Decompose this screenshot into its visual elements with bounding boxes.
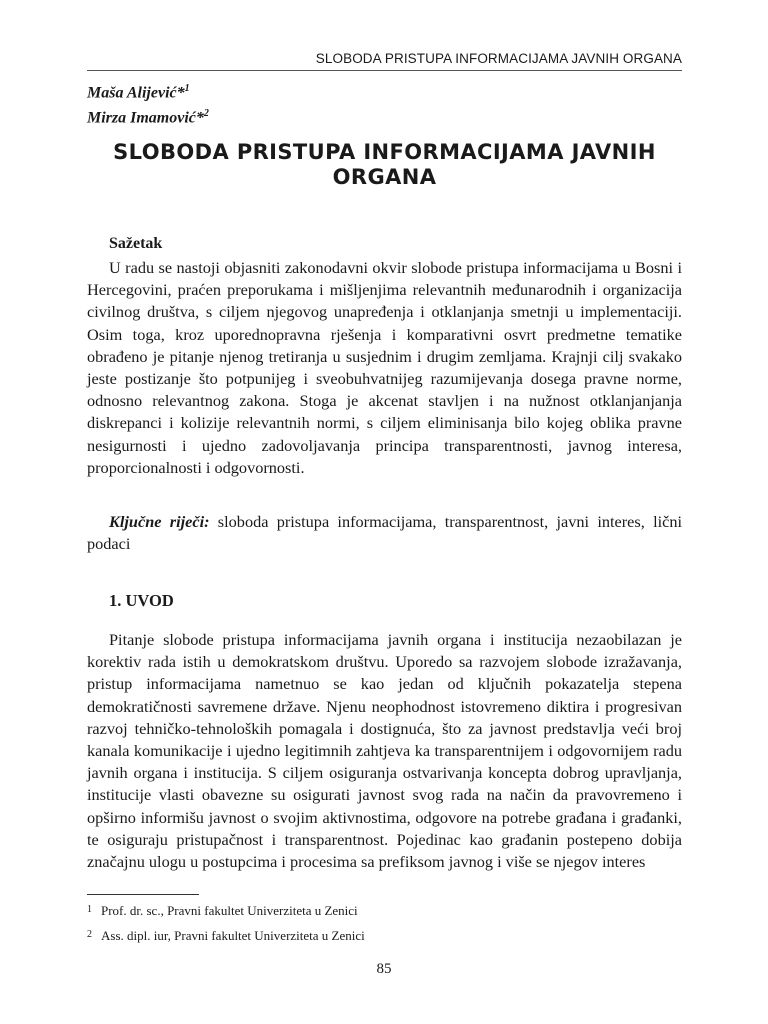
footnote-text: Ass. dipl. iur, Pravni fakultet Univerziteta u Zenici xyxy=(101,928,365,943)
article-title: SLOBODA PRISTUPA INFORMACIJAMA JAVNIH ORGANA xyxy=(113,140,656,189)
footnote-marker: 2 xyxy=(203,108,209,120)
keywords-label: Ključne riječi: xyxy=(109,512,210,531)
footnote-marker: 1 xyxy=(184,83,190,94)
author-name: Maša Alijević*$^1$ xyxy=(87,83,190,102)
footnote-rule xyxy=(87,894,199,895)
section-heading: 1. UVOD xyxy=(109,591,174,610)
footnote-number: 2 xyxy=(87,929,92,940)
footnote-text: Prof. dr. sc., Pravni fakultet Univerziteta u Zenici xyxy=(101,903,358,918)
keywords xyxy=(87,511,682,555)
running-header: SLOBODA PRISTUPA INFORMACIJAMA JAVNIH ORGANA xyxy=(315,51,682,66)
footnote xyxy=(87,928,365,944)
keywords-text: sloboda pristupa informacijama, transparentnost, javni interes, lični podaci xyxy=(87,512,683,554)
abstract-heading: Sažetak xyxy=(109,235,163,252)
footnote-number: 1 xyxy=(87,904,92,915)
section-text: Pitanje slobode pristupa informacijama javnih organa i institucija nezaobilazan je korektiv rada istih u demokratskom društvu. Uporedo sa razvojem slobode izražavanja, pristup informacijama nametnuo se kao jedan od ključnih pokazatelja stepena demokratičnosti savremene države. Njenu neophodnost istovremeno diktira i progresivan razvoj tehničko-tehnoloških pomagala i dostignuća, što za javnost predstavlja veći broj kanala komunikacije i ujedno legitimnih zahtjeva ka transparentnijem i odgovornijem radu javnih organa i institucija. S ciljem osiguranja ostvarivanja koncepta dobrog upravljanja, institucije vlasti obavezne su osigurati javnost svog rada na način da pravovremeno i opširno informišu javnost o svojim aktivnostima, odgovore na potrebe građana i građanki, te osiguraju pristupačnost i transparentnost. Pojedinac kao građanin postepeno dobija značajnu ulogu u postupcima i procesima sa prefiksom javnog i više se njegov interes xyxy=(87,630,682,872)
author-name: Mirza Imamović*$^2$ xyxy=(87,108,209,127)
footnote xyxy=(87,903,358,919)
abstract-text: U radu se nastoji objasniti zakonodavni okvir slobode pristupa informacijama u Bosni i Hercegovini, praćen preporukama i mišljenjima relevantnih međunarodnih i organizacija civilnog društva, s ciljem njegovog unapređenja i otklanjanja smetnji u implementaciji. Osim toga, kroz uporednopravna rješenja i komparativni osvrt predmetne tematike obrađeno je pitanje njenog tretiranja u susjednim i drugim zemljama. Krajnji cilj svakako jeste postizanje što potpunijeg i sveobuhvatnijeg razumijevanja dosega pravne norme, odnosno relevantnog zakona. Stoga je akcenat stavljen i na nužnost otklanjanjanja diskrepanci i kolizije relevantnih normi, s ciljem eliminisanja bilo kojeg oblika pravne nesigurnosti i ujedno zadovoljavanja principa transparentnosti, javnog interesa, proporcionalnosti i odgovornosti. xyxy=(87,258,682,477)
header-rule xyxy=(87,70,682,71)
author-list xyxy=(87,78,209,129)
page-number: 85 xyxy=(376,961,392,977)
